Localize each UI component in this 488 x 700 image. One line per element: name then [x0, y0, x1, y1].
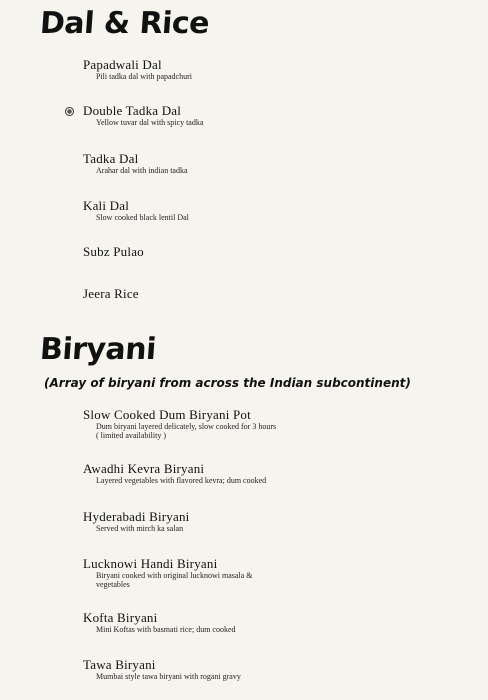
list-item: [83, 287, 463, 301]
item-desc: Arahar dal with indian tadka: [96, 166, 188, 175]
item-desc: Mini Koftas with basmati rice; dum cooked: [96, 625, 236, 634]
section-subtitle: (Array of biryani from across the Indian subcontinent): [44, 376, 411, 390]
list-item: [83, 199, 463, 222]
item-desc: Biryani cooked with original lucknowi masala &: [96, 571, 253, 580]
list-item: [83, 245, 463, 259]
item-name: Subz Pulao: [83, 244, 144, 259]
item-name: Kofta Biryani: [83, 610, 158, 625]
item-desc: Yellow tuvar dal with spicy tadka: [96, 118, 204, 127]
list-item: [83, 104, 463, 127]
section-title-dal-rice: Dal & Rice: [38, 6, 211, 41]
list-item: [83, 152, 463, 175]
item-name: Lucknowi Handi Biryani: [83, 556, 218, 571]
item-name: Tawa Biryani: [83, 657, 156, 672]
item-name: Kali Dal: [83, 198, 130, 213]
item-desc: Layered vegetables with flavored kevra; dum cooked: [96, 476, 267, 485]
list-item: [83, 510, 463, 533]
list-item: [83, 611, 463, 634]
item-name: Double Tadka Dal: [83, 103, 182, 118]
item-desc: Served with mirch ka salan: [96, 524, 184, 533]
list-item: [83, 658, 463, 681]
section-title-biryani: Biryani: [38, 332, 158, 367]
item-desc: Dum biryani layered delicately, slow cooked for 3 hours: [96, 422, 277, 431]
item-desc-line2: ( limited availability ): [96, 431, 166, 440]
list-item: [83, 408, 463, 440]
list-item: [83, 462, 463, 485]
item-desc-line2: vegetables: [96, 580, 130, 589]
item-name: Awadhi Kevra Biryani: [83, 461, 205, 476]
list-item: [83, 557, 463, 589]
item-desc: Slow cooked black lentil Dal: [96, 213, 189, 222]
item-name: Hyderabadi Biryani: [83, 509, 190, 524]
item-name: Papadwali Dal: [83, 57, 162, 72]
item-name: Slow Cooked Dum Biryani Pot: [83, 407, 251, 422]
item-desc: Mumbai style tawa biryani with rogani gravy: [96, 672, 241, 681]
item-name: Tadka Dal: [83, 151, 139, 166]
item-name: Jeera Rice: [83, 286, 139, 301]
radio-bullet-icon: [65, 107, 74, 116]
list-item: [83, 58, 463, 81]
item-desc: Pili tadka dal with papadchuri: [96, 72, 192, 81]
